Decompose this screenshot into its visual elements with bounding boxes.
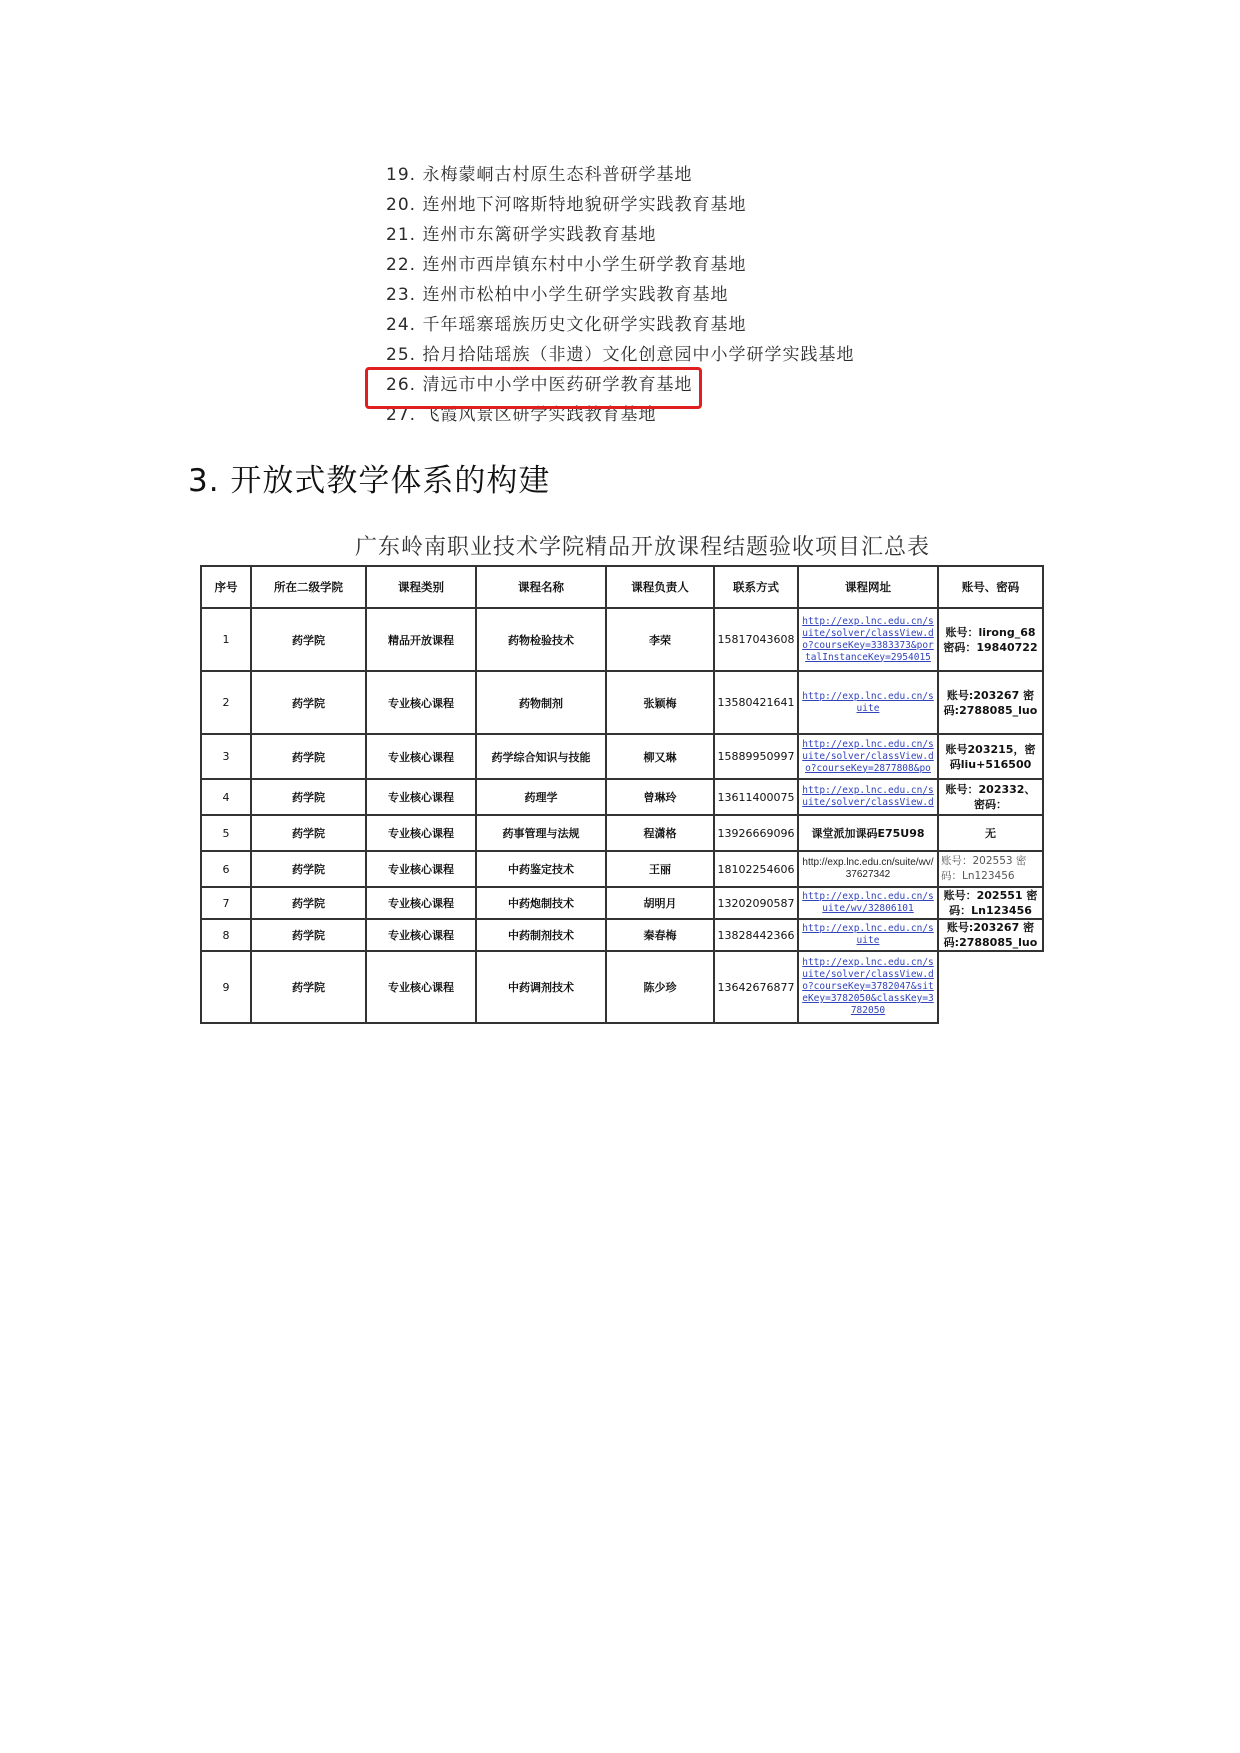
course-name-cell: 中药调剂技术 (476, 951, 606, 1023)
phone-cell: 13202090587 (714, 887, 798, 919)
column-header: 课程名称 (476, 566, 606, 608)
list-item: 23. 连州市松柏中小学生研学实践教育基地 (386, 285, 729, 305)
phone-cell: 15817043608 (714, 608, 798, 671)
college-cell: 药学院 (251, 671, 366, 734)
table-row (201, 887, 1043, 919)
course-name-cell: 中药鉴定技术 (476, 851, 606, 887)
phone-cell: 15889950997 (714, 734, 798, 779)
category-cell: 专业核心课程 (366, 779, 476, 815)
list-item: 19. 永梅蒙峒古村原生态科普研学基地 (386, 165, 693, 185)
course-summary-table (200, 565, 1044, 1024)
instructor-cell: 柳又琳 (606, 734, 714, 779)
section-heading: 3. 开放式教学体系的构建 (188, 463, 551, 499)
table-row (201, 671, 1043, 734)
category-cell: 专业核心课程 (366, 951, 476, 1023)
crop-edge (380, 428, 860, 442)
phone-cell: 13926669096 (714, 815, 798, 851)
phone-cell: 13611400075 (714, 779, 798, 815)
account-cell: 账号：202551 密码：Ln123456 (938, 887, 1043, 919)
college-cell: 药学院 (251, 815, 366, 851)
phone-cell: 13580421641 (714, 671, 798, 734)
course-url-link[interactable]: http://exp.lnc.edu.cn/suite (798, 919, 938, 951)
list-item: 25. 拾月拾陆瑶族（非遗）文化创意园中小学研学实践基地 (386, 345, 855, 365)
column-header: 账号、密码 (938, 566, 1043, 608)
row-number: 2 (201, 671, 251, 734)
table-row (201, 919, 1043, 951)
table-title: 广东岭南职业技术学院精品开放课程结题验收项目汇总表 (355, 535, 931, 560)
table-row (201, 779, 1043, 815)
row-number: 3 (201, 734, 251, 779)
column-header: 所在二级学院 (251, 566, 366, 608)
row-number: 4 (201, 779, 251, 815)
college-cell: 药学院 (251, 851, 366, 887)
table-header-row (201, 566, 1043, 608)
table-row (201, 851, 1043, 887)
instructor-cell: 王丽 (606, 851, 714, 887)
list-item: 24. 千年瑶寨瑶族历史文化研学实践教育基地 (386, 315, 747, 335)
college-cell: 药学院 (251, 919, 366, 951)
instructor-cell: 张颖梅 (606, 671, 714, 734)
college-cell: 药学院 (251, 887, 366, 919)
table-row (201, 608, 1043, 671)
college-cell: 药学院 (251, 951, 366, 1023)
table-row (201, 815, 1043, 851)
highlight-box (365, 367, 702, 409)
course-name-cell: 药物制剂 (476, 671, 606, 734)
column-header: 课程类别 (366, 566, 476, 608)
course-name-cell: 药理学 (476, 779, 606, 815)
list-item: 21. 连州市东篱研学实践教育基地 (386, 225, 657, 245)
course-url-link[interactable]: http://exp.lnc.edu.cn/suite (798, 671, 938, 734)
list-item: 20. 连州地下河喀斯特地貌研学实践教育基地 (386, 195, 747, 215)
college-cell: 药学院 (251, 779, 366, 815)
category-cell: 专业核心课程 (366, 919, 476, 951)
course-url-link[interactable]: http://exp.lnc.edu.cn/suite/solver/classView.do?courseKey=2877808&po (798, 734, 938, 779)
column-header: 联系方式 (714, 566, 798, 608)
row-number: 9 (201, 951, 251, 1023)
list-item-highlighted: 26. 清远市中小学中医药研学教育基地 (386, 375, 693, 395)
course-url-link[interactable]: http://exp.lnc.edu.cn/suite/solver/classView.d (798, 779, 938, 815)
course-url-link[interactable]: http://exp.lnc.edu.cn/suite/solver/classView.do?courseKey=3782047&siteKey=3782050&classKey=3782050 (798, 951, 938, 1023)
row-number: 5 (201, 815, 251, 851)
account-cell: 无 (938, 815, 1043, 851)
row-number: 1 (201, 608, 251, 671)
course-url-link[interactable]: http://exp.lnc.edu.cn/suite/solver/classView.do?courseKey=3383373&portalInstanceKey=2954015 (798, 608, 938, 671)
course-name-cell: 中药制剂技术 (476, 919, 606, 951)
account-cell: 账号203215，密码liu+516500 (938, 734, 1043, 779)
phone-cell: 13828442366 (714, 919, 798, 951)
phone-cell: 18102254606 (714, 851, 798, 887)
table-row (201, 734, 1043, 779)
category-cell: 专业核心课程 (366, 671, 476, 734)
instructor-cell: 陈少珍 (606, 951, 714, 1023)
phone-cell: 13642676877 (714, 951, 798, 1023)
account-cell (938, 951, 1043, 1023)
column-header: 课程网址 (798, 566, 938, 608)
category-cell: 精品开放课程 (366, 608, 476, 671)
account-cell: 账号：202332、密码： (938, 779, 1043, 815)
account-cell: 账号:203267 密码:2788085_luo (938, 919, 1043, 951)
college-cell: 药学院 (251, 734, 366, 779)
column-header: 序号 (201, 566, 251, 608)
category-cell: 专业核心课程 (366, 887, 476, 919)
category-cell: 专业核心课程 (366, 851, 476, 887)
row-number: 6 (201, 851, 251, 887)
instructor-cell: 程潇格 (606, 815, 714, 851)
course-code-cell: 课堂派加课码E75U98 (798, 815, 938, 851)
account-cell: 账号：lirong_68 密码：19840722 (938, 608, 1043, 671)
instructor-cell: 曾琳玲 (606, 779, 714, 815)
account-cell: 账号:203267 密码:2788085_luo (938, 671, 1043, 734)
list-item: 27. 飞霞风景区研学实践教育基地 (386, 405, 657, 425)
table-row (201, 951, 1043, 1023)
account-cell: 账号：202553 密码：Ln123456 (938, 851, 1043, 887)
row-number: 7 (201, 887, 251, 919)
college-cell: 药学院 (251, 608, 366, 671)
category-cell: 专业核心课程 (366, 815, 476, 851)
instructor-cell: 李荣 (606, 608, 714, 671)
list-item: 22. 连州市西岸镇东村中小学生研学教育基地 (386, 255, 747, 275)
course-name-cell: 药物检验技术 (476, 608, 606, 671)
category-cell: 专业核心课程 (366, 734, 476, 779)
instructor-cell: 胡明月 (606, 887, 714, 919)
instructor-cell: 秦春梅 (606, 919, 714, 951)
column-header: 课程负责人 (606, 566, 714, 608)
course-name-cell: 药事管理与法规 (476, 815, 606, 851)
course-url-link[interactable]: http://exp.lnc.edu.cn/suite/wv/37627342 (798, 851, 938, 887)
course-name-cell: 中药炮制技术 (476, 887, 606, 919)
course-name-cell: 药学综合知识与技能 (476, 734, 606, 779)
row-number: 8 (201, 919, 251, 951)
course-url-link[interactable]: http://exp.lnc.edu.cn/suite/wv/32806101 (798, 887, 938, 919)
